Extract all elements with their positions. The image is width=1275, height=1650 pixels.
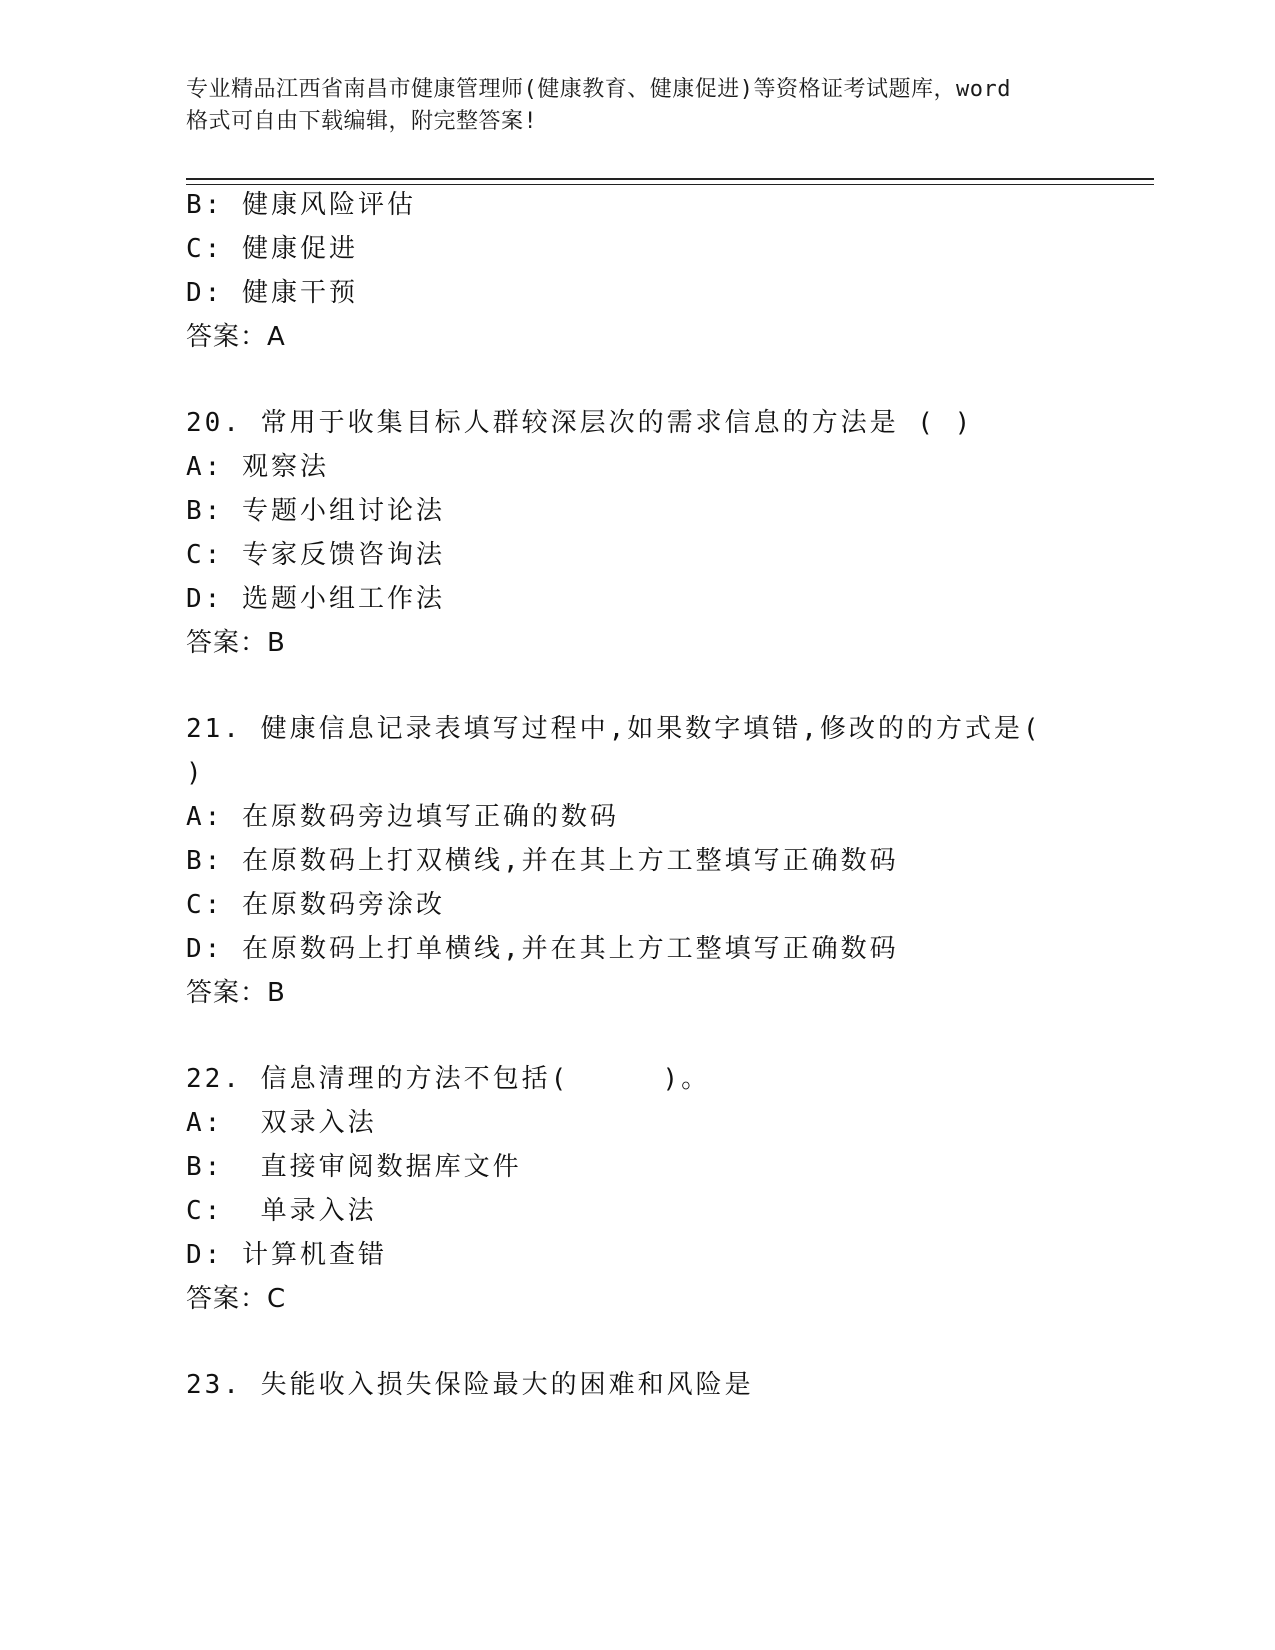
document-header: [186, 74, 1086, 138]
prev-option-b: B: 健康风险评估: [186, 190, 416, 220]
q22-option-a: A: 双录入法: [186, 1108, 377, 1138]
q22-question: 22. 信息清理的方法不包括( )。: [186, 1064, 711, 1094]
header-rule-thin: [186, 184, 1154, 185]
prev-option-c: C: 健康促进: [186, 234, 358, 264]
q20-option-c: C: 专家反馈咨询法: [186, 540, 445, 570]
q21-option-a: A: 在原数码旁边填写正确的数码: [186, 802, 619, 832]
q21-option-d: D: 在原数码上打单横线,并在其上方工整填写正确数码: [186, 934, 899, 964]
q20-question: 20. 常用于收集目标人群较深层次的需求信息的方法是 ( ): [186, 408, 974, 438]
q20-option-a: A: 观察法: [186, 452, 329, 482]
q21-question-line-1: 21. 健康信息记录表填写过程中,如果数字填错,修改的的方式是(: [186, 714, 1042, 744]
q23-question: 23. 失能收入损失保险最大的困难和风险是: [186, 1370, 754, 1400]
q22-option-d: D: 计算机查错: [186, 1240, 387, 1270]
q22-option-c: C: 单录入法: [186, 1196, 377, 1226]
q21-answer: 答案：B: [186, 978, 286, 1008]
header-rule-thick: [186, 178, 1154, 180]
q20-option-b: B: 专题小组讨论法: [186, 496, 445, 526]
prev-option-d: D: 健康干预: [186, 278, 358, 308]
q21-option-c: C: 在原数码旁涂改: [186, 890, 445, 920]
header-line-1: 专业精品江西省南昌市健康管理师(健康教育、健康促进)等资格证考试题库，word: [186, 77, 1011, 102]
header-line-2: 格式可自由下载编辑，附完整答案!: [186, 109, 538, 134]
q22-option-b: B: 直接审阅数据库文件: [186, 1152, 522, 1182]
q21-option-b: B: 在原数码上打双横线,并在其上方工整填写正确数码: [186, 846, 899, 876]
q20-option-d: D: 选题小组工作法: [186, 584, 445, 614]
q21-question-line-2: ): [186, 758, 205, 788]
prev-answer: 答案：A: [186, 322, 286, 352]
q22-answer: 答案：C: [186, 1284, 287, 1314]
q20-answer: 答案：B: [186, 628, 286, 658]
